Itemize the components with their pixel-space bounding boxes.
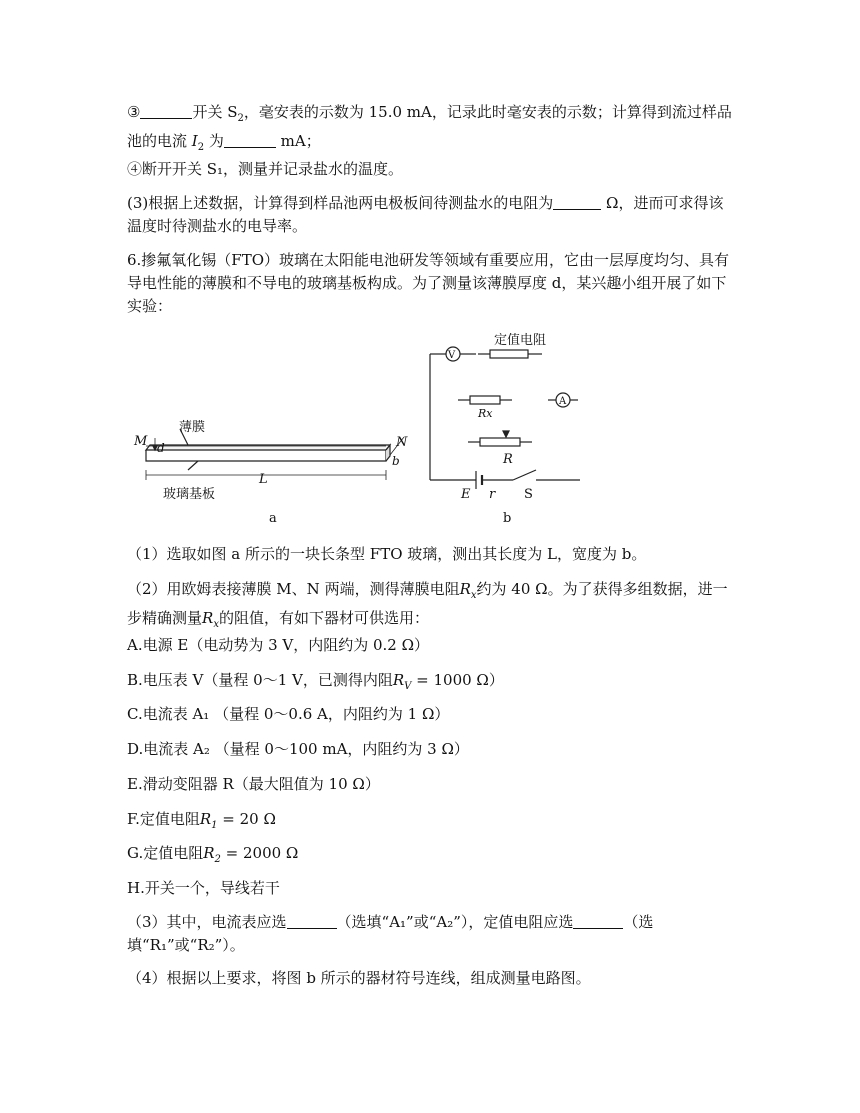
label-voltmeter: V <box>448 350 456 361</box>
figure-a-labels <box>133 419 408 526</box>
item-f: F.定值电阻$R_1 = 20$ Ω <box>127 810 276 831</box>
label-internal-r: r <box>489 487 496 502</box>
figure-b-labels <box>447 332 567 526</box>
text-span: 的阻值，有如下器材可供选用： <box>218 609 429 627</box>
caption-b: b <box>503 511 512 526</box>
label-fixed-resistor: 定值电阻 <box>494 333 547 348</box>
item-h: H.开关一个，导线若干 <box>127 879 280 897</box>
text-span: （3）其中，电流表应选 <box>127 913 287 931</box>
paragraph-q1: （1）选取如图 a 所示的一块长条型 FTO 玻璃，测出其长度为 L，宽度为 b。 <box>127 545 647 563</box>
paragraph-question3 <box>127 192 737 238</box>
answer-blank <box>553 194 601 210</box>
label-rx: Rx <box>478 407 493 420</box>
caption-a: a <box>269 511 277 526</box>
text-span: ，毫安表的示数为 15.0 mA，记录此时毫安表的示数；计算得到流过样品池的电流 <box>127 103 732 150</box>
text-span: mA； <box>275 132 321 150</box>
label-glass: 玻璃基板 <box>163 487 216 502</box>
paragraph-q2: （2）用欧姆表接薄膜 M、N 两端，测得薄膜电阻$R_x$约为 40 Ω。为了获得多组数据，进一步精确测量$R_x$的阻值，有如下器材可供选用： <box>127 580 728 630</box>
answer-blank <box>140 103 192 119</box>
label-emf: E <box>461 487 471 502</box>
label-n: N <box>396 435 408 450</box>
text-span: （选填“R₁”或“R₂”）。 <box>127 913 654 954</box>
item-g: G.定值电阻$R_2 = 2000$ Ω <box>127 844 299 865</box>
paragraph-q3 <box>127 911 737 957</box>
label-ammeter: A <box>559 396 567 407</box>
text-span: = 20 Ω <box>217 810 276 828</box>
item-e: E.滑动变阻器 R（最大阻值为 10 Ω） <box>127 775 380 793</box>
label-l: L <box>259 472 268 487</box>
text-span: (3)根据上述数据，计算得到样品池两电极板间待测盐水的电阻为 <box>127 194 554 212</box>
item-a: A.电源 E（电动势为 3 V，内阻约为 0.2 Ω） <box>127 636 430 654</box>
figure-b <box>430 347 580 489</box>
item-b: B.电压表 V（量程 0～1 V，已测得内阻$R_V = 1000$ Ω） <box>127 671 504 692</box>
paragraph-step3: ③ 开关 $S_2$，毫安表的示数为 15.0 mA，记录此时毫安表的示数；计算得到流过样品池的电流 $I_2$ 为 mA； <box>127 103 732 153</box>
figure-a <box>146 429 404 480</box>
answer-blank <box>287 913 337 929</box>
label-d: d <box>157 441 165 455</box>
text-span: （2）用欧姆表接薄膜 M、N 两端，测得薄膜电阻 <box>127 580 460 598</box>
text-span: （选填“A₁”或“A₂”），定值电阻应选 <box>336 913 574 931</box>
item-c: C.电流表 A₁ （量程 0～0.6 A，内阻约为 1 Ω） <box>127 705 450 723</box>
label-m: M <box>134 434 148 449</box>
paragraph-problem6: 6.掺氟氧化锡（FTO）玻璃在太阳能电池研发等领域有重要应用，它由一层厚度均匀、具有导电性能的薄膜和不导电的玻璃基板构成。为了测量该薄膜厚度 d，某兴趣小组开展了如下实验： <box>127 251 730 315</box>
step-marker: ③ <box>127 103 141 121</box>
text-span: 开关 S <box>192 103 238 121</box>
figure-ab <box>128 325 598 530</box>
label-rheostat: R <box>503 452 513 467</box>
text-span: 约为 40 Ω。为了获得多组数据，进一步精确测量 <box>127 580 728 627</box>
text-span: Ω，进而可求得该温度时待测盐水的电导率。 <box>127 194 724 235</box>
label-switch: S <box>524 487 533 502</box>
answer-blank <box>224 132 276 148</box>
text-span: F.定值电阻 <box>127 810 200 828</box>
label-film: 薄膜 <box>179 420 206 435</box>
label-b: b <box>392 454 400 468</box>
item-d: D.电流表 A₂ （量程 0～100 mA，内阻约为 3 Ω） <box>127 740 469 758</box>
paragraph-q4: （4）根据以上要求，将图 b 所示的器材符号连线，组成测量电路图。 <box>127 969 591 987</box>
text-span: B.电压表 V（量程 0～1 V，已测得内阻 <box>127 671 393 689</box>
paragraph-step4: ④断开开关 S₁，测量并记录盐水的温度。 <box>127 160 404 178</box>
text-span: G.定值电阻 <box>127 844 204 862</box>
text-span: = 1000 Ω） <box>411 671 504 689</box>
answer-blank <box>573 913 623 929</box>
text-span: = 2000 Ω <box>220 844 299 862</box>
text-span: 为 <box>208 132 224 150</box>
